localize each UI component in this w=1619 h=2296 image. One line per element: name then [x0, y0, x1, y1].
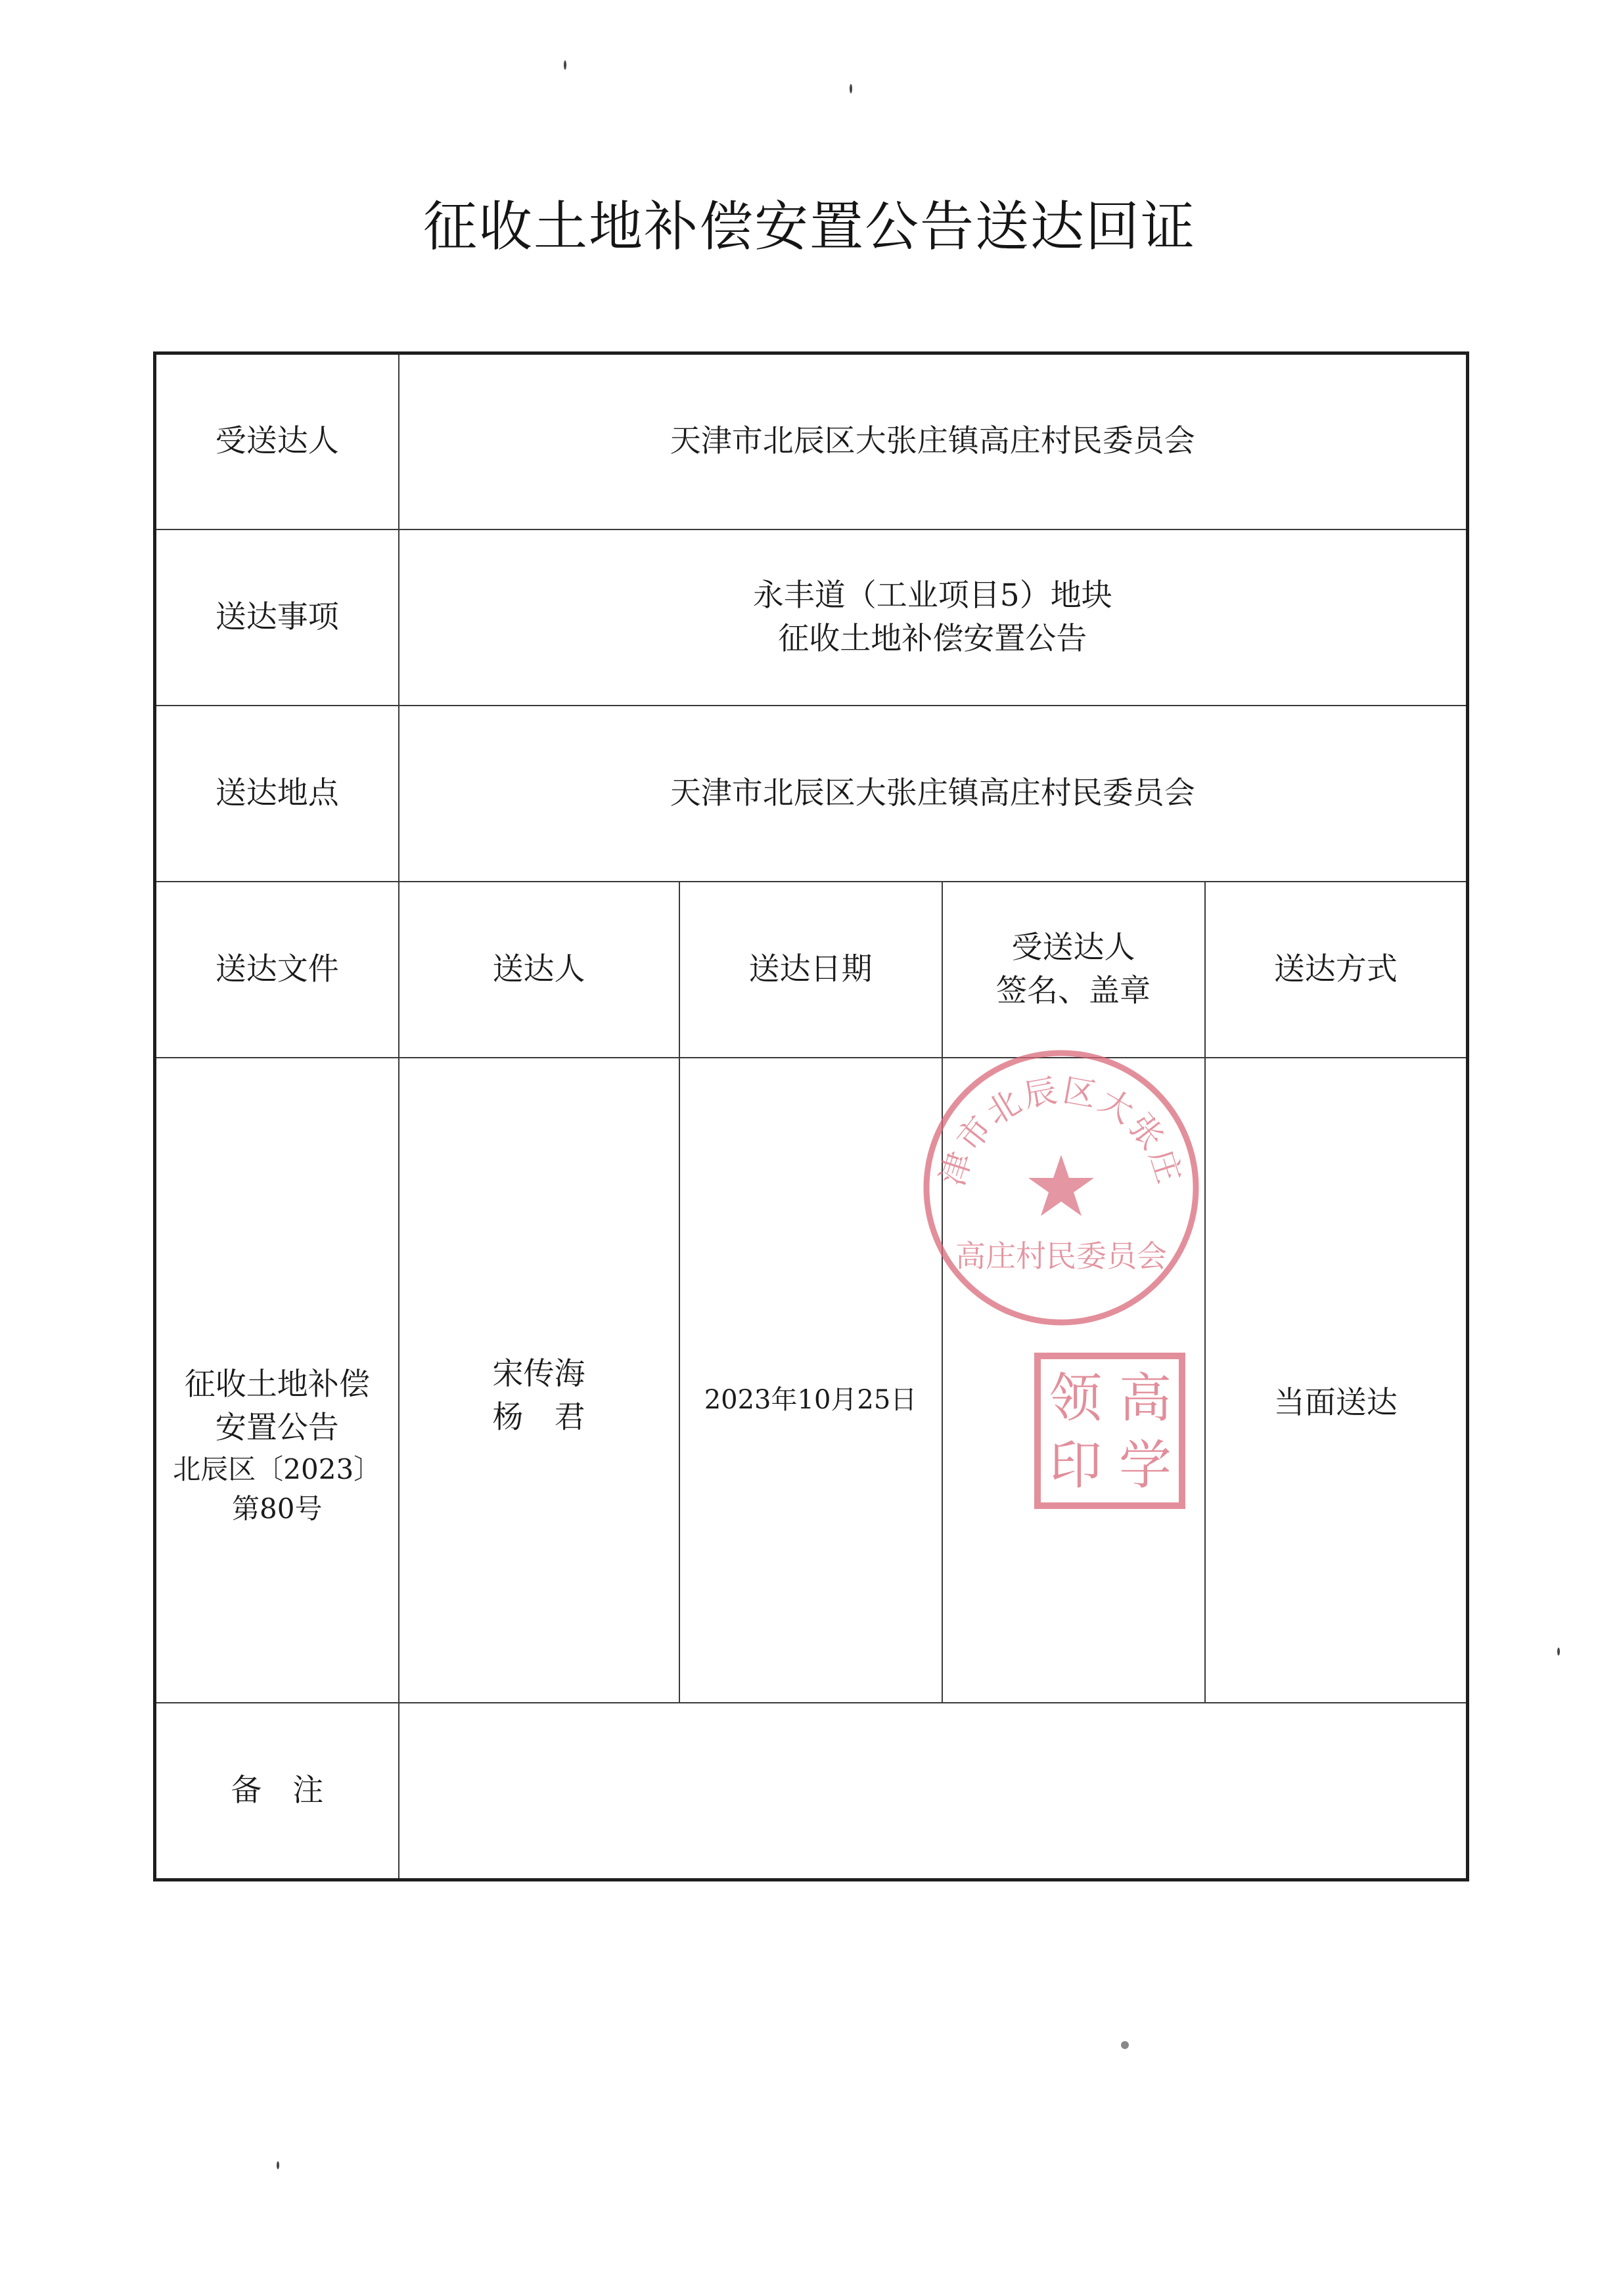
header-sender: 送达人	[399, 882, 679, 1058]
seal-arc-textpath: 津市北辰区大张庄	[933, 1071, 1189, 1190]
scan-speck	[1557, 1648, 1560, 1655]
detail-row	[155, 1058, 1468, 1703]
detail-document-line-2: 安置公告	[215, 1409, 339, 1446]
matter-row	[155, 529, 1468, 706]
detail-document-line-1: 征收土地补偿	[184, 1366, 370, 1403]
header-signature-line-2: 签名、盖章	[996, 972, 1151, 1009]
detail-method	[1205, 1058, 1468, 1703]
header-row	[155, 882, 1468, 1058]
stamp-char-1: 高	[1119, 1368, 1172, 1429]
scan-speck	[850, 84, 852, 93]
matter-line-2: 征收土地补偿安置公告	[778, 620, 1087, 657]
matter-line-1: 永丰道（工业项目5）地块	[752, 577, 1112, 614]
scan-speck	[1121, 2041, 1129, 2049]
stamp-char-3: 领	[1049, 1368, 1102, 1429]
page-title: 征收土地补偿安置公告送达回证	[422, 196, 1196, 258]
recipient-row	[155, 353, 1468, 529]
stamp-char-4: 印	[1049, 1435, 1102, 1496]
detail-document	[155, 1058, 399, 1703]
detail-sender	[399, 1058, 679, 1703]
remarks-value	[399, 1703, 1468, 1880]
detail-sender-line-2: 杨 君	[492, 1399, 585, 1435]
recipient-value: 天津市北辰区大张庄镇高庄村民委员会	[399, 353, 1468, 529]
place-label: 送达地点	[155, 706, 399, 882]
detail-signature	[942, 1058, 1205, 1703]
detail-method-value: 当面送达	[1273, 1384, 1398, 1421]
detail-date	[679, 1058, 942, 1703]
matter-label: 送达事项	[155, 529, 399, 706]
header-signature	[942, 882, 1205, 1058]
header-signature-line-1: 受送达人	[1011, 929, 1135, 966]
scan-speck	[277, 2161, 279, 2169]
recipient-label: 受送达人	[155, 353, 399, 529]
remarks-label: 备 注	[155, 1703, 399, 1880]
receipt-table	[153, 351, 1469, 1881]
matter-value	[399, 529, 1468, 706]
header-date: 送达日期	[679, 882, 942, 1058]
detail-document-line-4: 第80号	[232, 1492, 323, 1525]
remarks-row	[155, 1703, 1468, 1880]
detail-sender-line-1: 宋传海	[492, 1355, 585, 1392]
detail-document-line-3: 北辰区〔2023〕	[173, 1452, 382, 1485]
detail-date-value: 2023年10月25日	[704, 1384, 917, 1415]
header-method: 送达方式	[1205, 882, 1468, 1058]
place-value: 天津市北辰区大张庄镇高庄村民委员会	[399, 706, 1468, 882]
seal-bottom-text: 高庄村民委员会	[955, 1238, 1167, 1274]
scan-speck	[564, 60, 566, 70]
place-row	[155, 706, 1468, 882]
stamp-char-2: 学	[1119, 1435, 1172, 1496]
header-document: 送达文件	[155, 882, 399, 1058]
